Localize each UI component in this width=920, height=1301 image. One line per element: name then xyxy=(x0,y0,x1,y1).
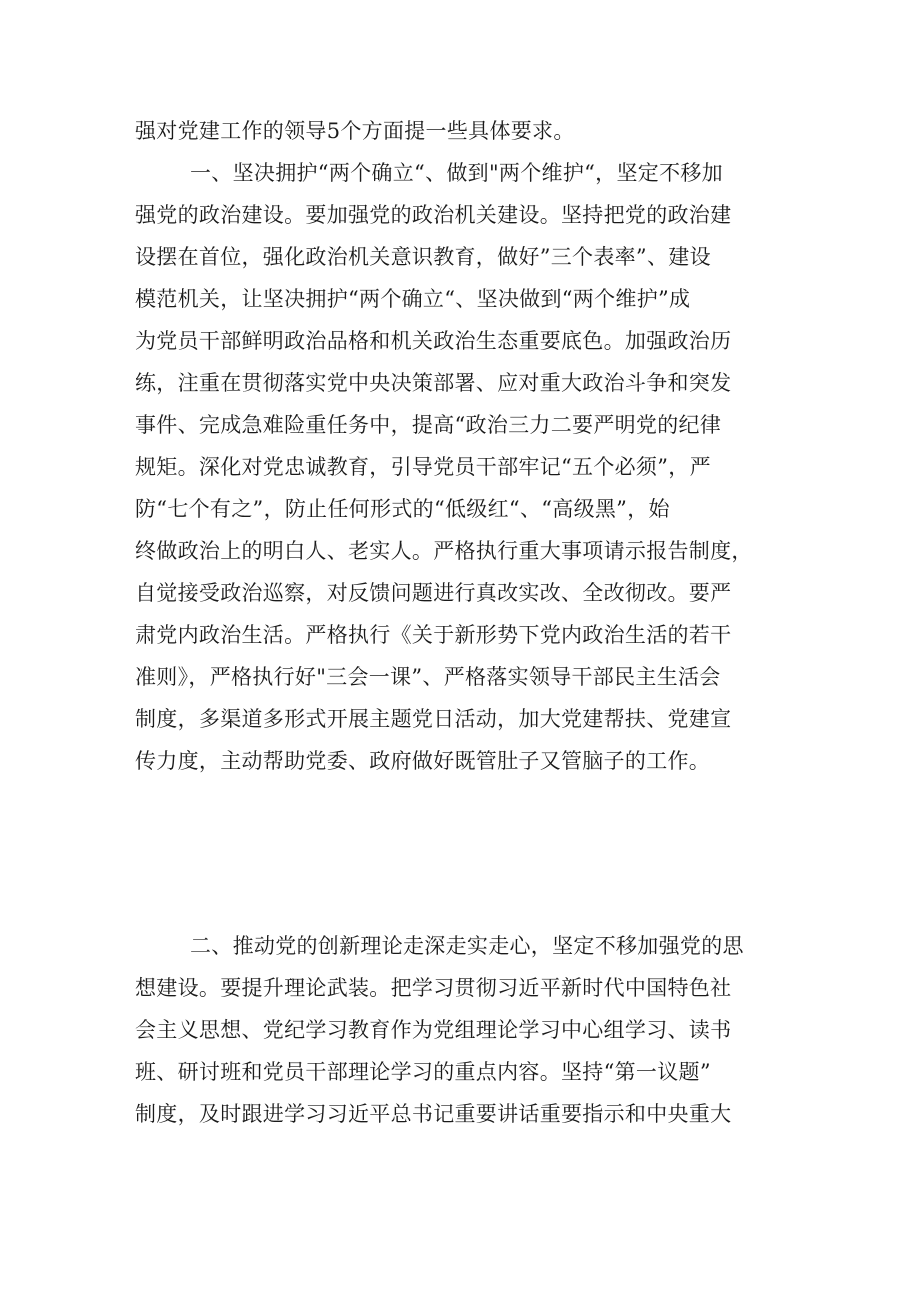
text-line: 模范机关，让坚决拥护“两个确立“、坚决做到“两个维护”成 xyxy=(135,287,691,311)
text-line: 防“七个有之”，防止任何形式的“低级红“、“高级黑”，始 xyxy=(135,497,670,521)
text-line: 事件、完成急难险重任务中，提高“政治三力二要严明党的纪律 xyxy=(135,413,722,437)
text-line: 制度，多渠道多形式开展主题党日活动，加大党建帮扶、党建宣 xyxy=(135,707,732,731)
text-line: 想建设。要提升理论武装。把学习贯彻习近平新时代中国特色社 xyxy=(135,976,732,1000)
document-body-top xyxy=(135,110,795,782)
text-line: 二、推动党的创新理论走深走实走心，坚定不移加强党的思 xyxy=(190,934,744,958)
text-line: 班、研讨班和党员干部理论学习的重点内容。坚持“第一议题” xyxy=(135,1060,711,1084)
text-line: 会主义思想、党纪学习教育作为党组理论学习中心组学习、读书 xyxy=(135,1018,732,1042)
text-line: 练，注重在贯彻落实党中央决策部署、应对重大政治斗争和突发 xyxy=(135,371,732,395)
text-line: 准则》，严格执行好"三会一课”、严格落实领导干部民主生活会 xyxy=(135,665,721,689)
text-line: 为党员干部鲜明政治品格和机关政治生态重要底色。加强政治历 xyxy=(135,329,732,353)
text-line: 一、坚决拥护“两个确立“、做到"两个维护“，坚定不移加 xyxy=(190,161,723,185)
text-line: 强对党建工作的领导5个方面提一些具体要求。 xyxy=(135,119,575,143)
document-body-bottom xyxy=(135,925,795,1135)
text-line: 终做政治上的明白人、老实人。严格执行重大事项请示报告制度， xyxy=(135,539,753,563)
paragraph-section-2 xyxy=(135,925,795,1135)
text-line: 自觉接受政治巡察，对反馈问题进行真改实改、全改彻改。要严 xyxy=(135,581,732,605)
text-line: 设摆在首位，强化政治机关意识教育，做好”三个表率”、建设 xyxy=(135,245,711,269)
paragraph-section-1 xyxy=(135,152,795,782)
text-line: 强党的政治建设。要加强党的政治机关建设。坚持把党的政治建 xyxy=(135,203,732,227)
text-line: 规矩。深化对党忠诚教育，引导党员干部牢记“五个必须”，严 xyxy=(135,455,711,479)
text-line: 肃党内政治生活。严格执行《关于新形势下党内政治生活的若干 xyxy=(135,623,732,647)
text-line: 制度，及时跟进学习习近平总书记重要讲话重要指示和中央重大 xyxy=(135,1102,732,1126)
paragraph-continuation xyxy=(135,110,795,152)
text-line: 传力度，主动帮助党委、政府做好既管肚子又管脑子的工作。 xyxy=(135,749,711,773)
